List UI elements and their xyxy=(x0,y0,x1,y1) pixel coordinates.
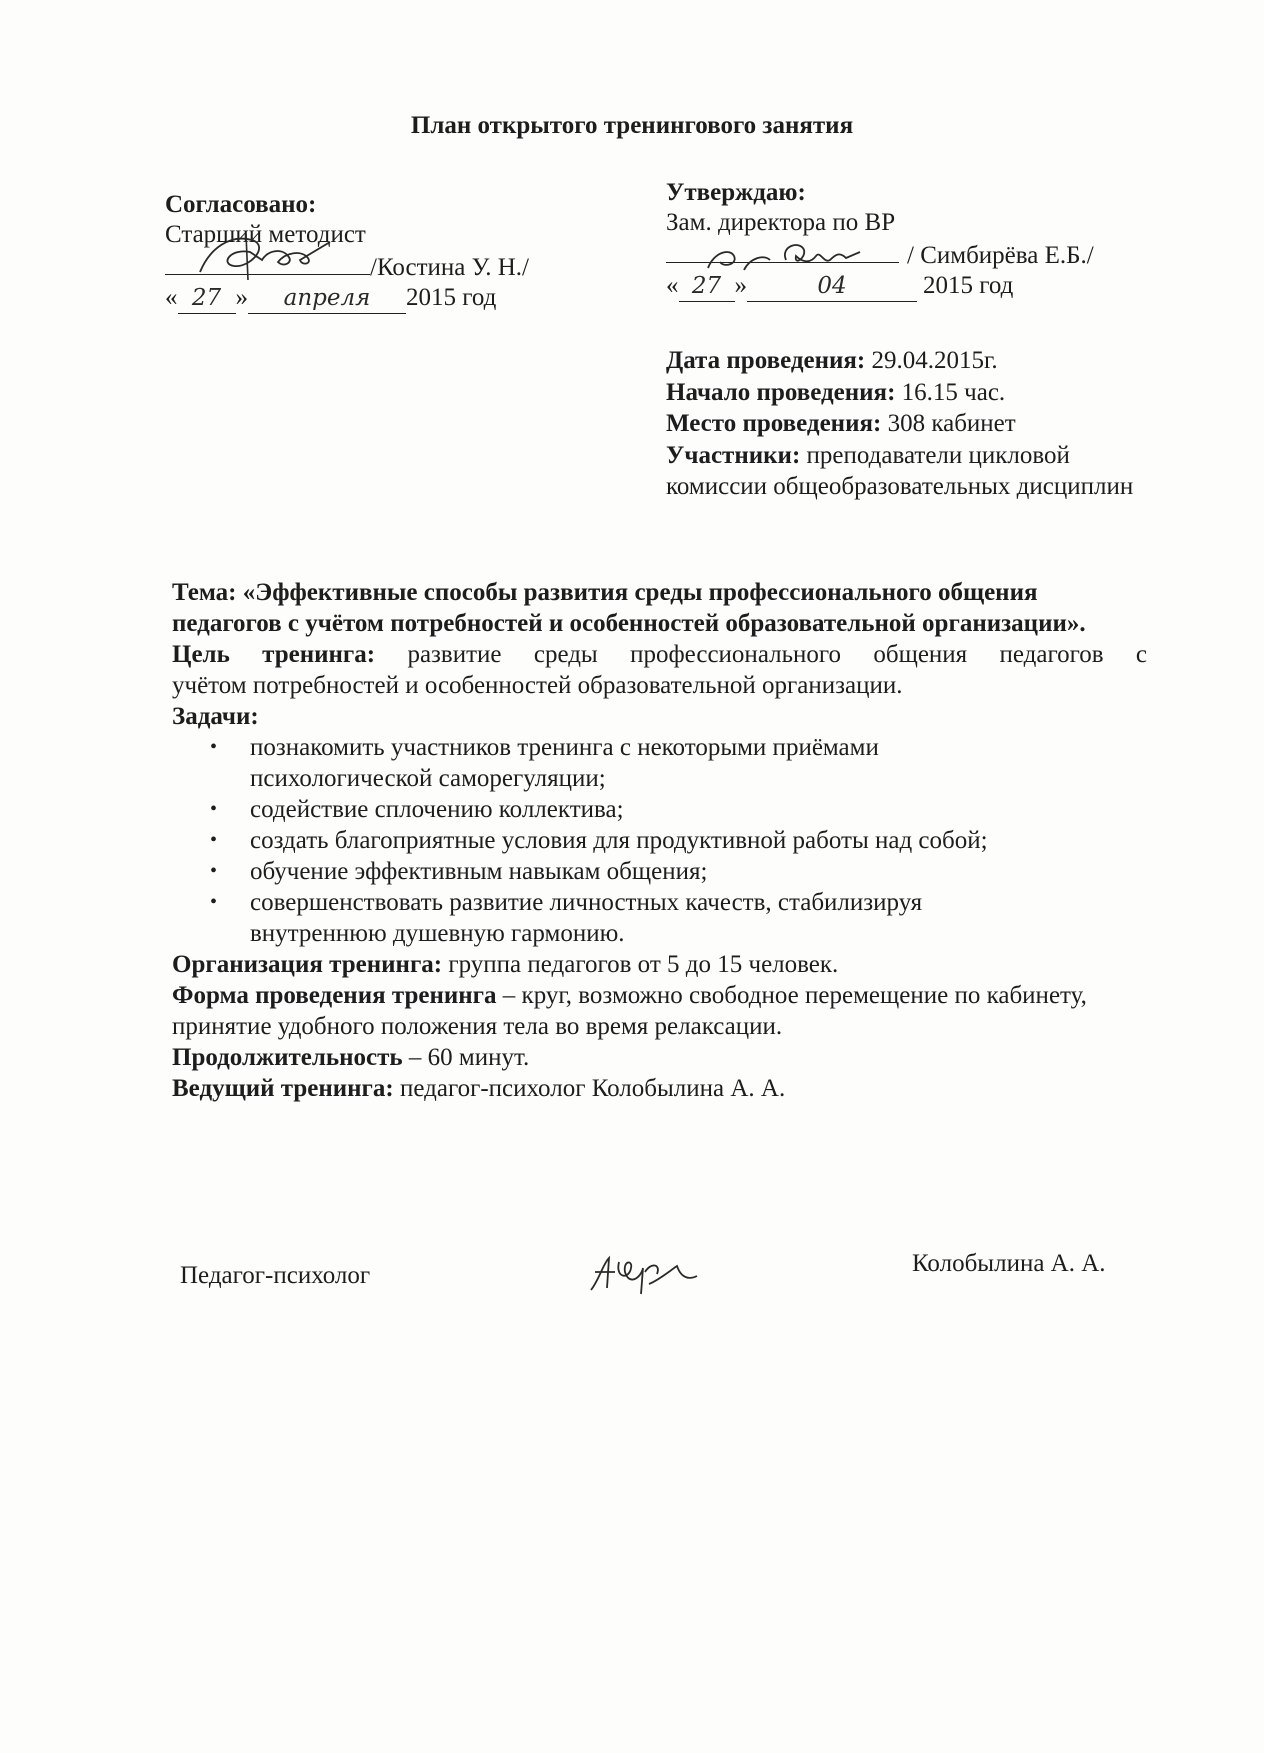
agreed-signature xyxy=(190,228,350,284)
form-row: Форма проведения тренинга – круг, возможно свободное перемещение по кабинету, принятие удобного положения тела во время релаксации. xyxy=(172,982,1087,1040)
participants-row: Участники: преподаватели цикловой комиссии общеобразовательных дисциплин xyxy=(666,441,1134,500)
approved-name: / Симбирёва Е.Б./ xyxy=(907,242,1094,269)
main-content xyxy=(172,577,1147,1104)
tasks-list xyxy=(172,732,1012,949)
agreed-position: Старший методист xyxy=(165,221,366,248)
approved-date-line: « 27 » 04 2015 год xyxy=(666,271,1146,302)
goal-line-2: учётом потребностей и особенностей образовательной организации. xyxy=(172,672,903,699)
goal-line-1: Цель тренинга: развитие среды профессионального общения педагогов с xyxy=(172,641,1147,668)
list-item: • совершенствовать развитие личностных качеств, стабилизируя внутреннюю душевную гармонию. xyxy=(172,887,970,949)
list-item: • содействие сплочению коллектива; xyxy=(172,794,1012,825)
leader-row: Ведущий тренинга: педагог-психолог Колобылина А. А. xyxy=(172,1075,786,1102)
topic: Тема: «Эффективные способы развития среды профессионального общения педагогов с учётом потребностей и особенностей образовательной организации». xyxy=(172,579,1086,637)
agreed-date-month: апреля xyxy=(248,283,406,314)
approved-position: Зам. директора по ВР xyxy=(666,209,896,236)
list-item: • познакомить участников тренинга с некоторыми приёмами психологической саморегуляции; xyxy=(172,732,970,794)
psychologist-signature xyxy=(585,1250,705,1300)
agreed-date-year: 2015 год xyxy=(406,284,497,311)
list-item: • создать благоприятные условия для продуктивной работы над собой; xyxy=(172,825,1012,856)
place-row: Место проведения: 308 кабинет xyxy=(666,410,1016,437)
agreed-name: /Костина У. Н./ xyxy=(370,254,529,281)
duration-row: Продолжительность – 60 минут. xyxy=(172,1044,530,1071)
list-item: • обучение эффективным навыкам общения; xyxy=(172,856,1012,887)
footer-name: Колобылина А. А. xyxy=(912,1250,1106,1277)
details-block xyxy=(666,345,1156,503)
organization-row: Организация тренинга: группа педагогов от 5 до 15 человек. xyxy=(172,951,839,978)
approved-date-month: 04 xyxy=(747,271,917,302)
agreed-date-day: 27 xyxy=(178,283,236,314)
approved-signature xyxy=(700,238,870,278)
agreed-heading: Согласовано: xyxy=(165,191,317,218)
document-title: План открытого тренингового занятия xyxy=(410,112,854,139)
tasks-heading: Задачи: xyxy=(172,703,259,730)
footer-position: Педагог-психолог xyxy=(180,1262,371,1289)
approved-heading: Утверждаю: xyxy=(666,179,806,206)
start-row: Начало проведения: 16.15 час. xyxy=(666,378,1006,406)
approved-date-year: 2015 год xyxy=(923,272,1014,299)
approved-date-day: 27 xyxy=(679,271,735,302)
agreed-date-line: « 27 » апреля 2015 год xyxy=(165,283,585,314)
date-row: Дата проведения: 29.04.2015г. xyxy=(666,347,998,374)
